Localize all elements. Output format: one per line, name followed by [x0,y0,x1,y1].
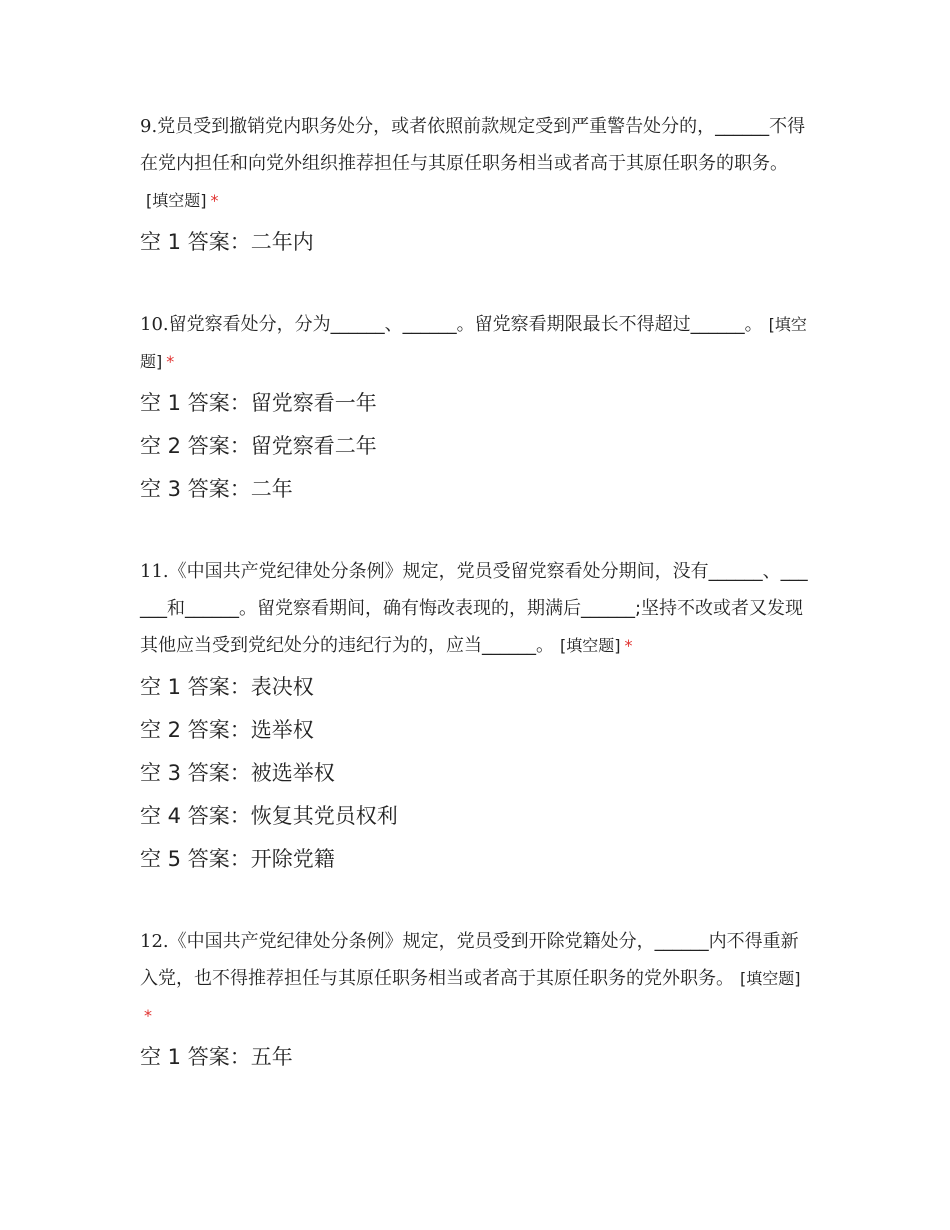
question-number: 10. [140,314,169,335]
required-mark: * [166,352,175,371]
answer-line [140,425,812,468]
answer-value: 五年 [250,1045,293,1069]
question-type-tag: [填空题] [140,315,807,371]
answer-value: 二年内 [250,230,314,254]
question-text [140,923,812,1034]
question-11 [140,553,812,881]
answer-label: 空 3 答案： [140,761,251,785]
answer-label: 空 5 答案： [140,847,251,871]
answer-label: 空 3 答案： [140,477,251,501]
answer-value: 恢复其党员权利 [250,804,398,828]
question-12 [140,923,812,1079]
answer-list [140,382,812,511]
question-body: 留党察看处分，分为______、______。留党察看期限最长不得超过______。 [168,314,763,335]
answer-line [140,795,812,838]
question-9 [140,108,812,264]
question-number: 12. [140,931,169,952]
answer-value: 留党察看一年 [250,391,377,415]
question-text [140,553,812,664]
question-type-tag: [填空题] [740,969,801,988]
question-body: 《中国共产党纪律处分条例》规定，党员受留党察看处分期间，没有______、______和______。留党察看期间，确有悔改表现的，期满后______;坚持不改或者又发现其他应当受到党纪处分的违纪行为的，应当______。 [140,561,808,656]
question-body: 《中国共产党纪律处分条例》规定，党员受到开除党籍处分，______内不得重新入党，也不得推荐担任与其原任职务相当或者高于其原任职务的党外职务。 [140,931,799,989]
question-text [140,108,812,219]
answer-line [140,838,812,881]
answer-line [140,666,812,709]
question-number: 11. [140,561,169,582]
answer-line [140,221,812,264]
question-body: 党员受到撤销党内职务处分，或者依照前款规定受到严重警告处分的，______不得在党内担任和向党外组织推荐担任与其原任职务相当或者高于其原任职务的职务。 [140,116,806,174]
answer-value: 二年 [250,477,293,501]
answer-list [140,1036,812,1079]
survey-document [140,108,812,1121]
question-text [140,306,812,380]
answer-line [140,709,812,752]
answer-value: 选举权 [250,718,314,742]
question-10 [140,306,812,511]
answer-label: 空 2 答案： [140,434,251,458]
answer-line [140,382,812,425]
answer-label: 空 1 答案： [140,675,251,699]
answer-line [140,468,812,511]
answer-label: 空 4 答案： [140,804,251,828]
answer-line [140,752,812,795]
required-mark: * [210,191,219,210]
question-type-tag: [填空题] [560,636,621,655]
required-mark: * [624,636,633,655]
question-number: 9. [140,116,158,137]
answer-label: 空 1 答案： [140,230,251,254]
answer-label: 空 1 答案： [140,391,251,415]
answer-value: 留党察看二年 [250,434,377,458]
answer-value: 表决权 [250,675,314,699]
answer-line [140,1036,812,1079]
answer-list [140,666,812,881]
answer-list [140,221,812,264]
answer-label: 空 1 答案： [140,1045,251,1069]
answer-label: 空 2 答案： [140,718,251,742]
answer-value: 被选举权 [250,761,335,785]
question-type-tag: [填空题] [146,191,207,210]
answer-value: 开除党籍 [250,847,335,871]
required-mark: * [144,1006,152,1025]
